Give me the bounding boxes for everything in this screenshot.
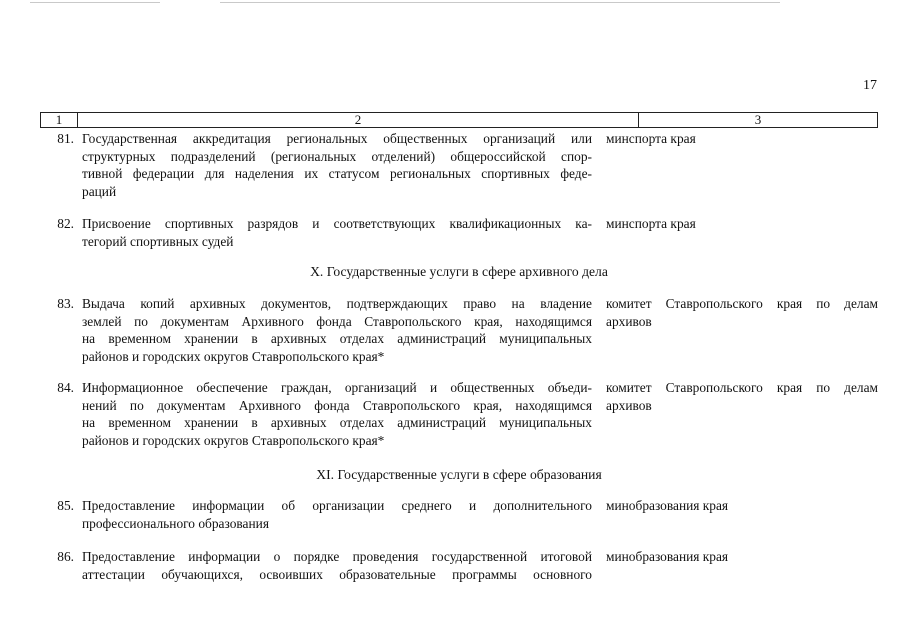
agency-line: комитет Ставропольского края по делам <box>606 296 878 311</box>
description-line: профессионального образования <box>82 515 269 531</box>
agency-line: минобразования края <box>606 498 729 513</box>
row-number: 81. <box>57 131 74 146</box>
row-description <box>82 295 592 365</box>
header-col-1: 1 <box>41 113 78 127</box>
row-agency <box>606 379 878 414</box>
description-line: Предоставление информации об организации среднего и дополнительного <box>82 498 592 513</box>
row-number: 85. <box>57 498 74 513</box>
description-line: тивной федерации для наделения их статусом региональных спортивных феде- <box>82 166 592 181</box>
description-line: Государственная аккредитация региональных общественных организаций или <box>82 131 592 146</box>
row-agency <box>606 130 878 148</box>
section-title-archives: X. Государственные услуги в сфере архивного дела <box>310 264 608 279</box>
description-line: районов и городских округов Ставропольского края* <box>82 348 385 364</box>
row-number: 83. <box>57 296 74 311</box>
row-agency <box>606 295 878 330</box>
row-description <box>82 215 592 250</box>
description-line: тегорий спортивных судей <box>82 233 234 249</box>
row-agency <box>606 215 878 233</box>
agency-line: комитет Ставропольского края по делам <box>606 380 878 395</box>
row-agency <box>606 548 878 566</box>
description-line: Информационное обеспечение граждан, организаций и общественных объеди- <box>82 380 592 395</box>
description-line: Предоставление информации о порядке проведения государственной итоговой <box>82 549 592 564</box>
scan-artifact-line <box>30 2 160 3</box>
agency-line: архивов <box>606 397 652 413</box>
row-number: 82. <box>57 216 74 231</box>
description-line: землей по документам Архивного фонда Ставропольского края, находящимся <box>82 313 592 329</box>
agency-line: минспорта края <box>606 216 696 231</box>
row-number: 84. <box>57 380 74 395</box>
description-line: раций <box>82 183 117 199</box>
row-description <box>82 379 592 449</box>
description-line: Выдача копий архивных документов, подтверждающих право на владение <box>82 296 592 311</box>
agency-line: архивов <box>606 313 652 329</box>
description-line: районов и городских округов Ставропольского края* <box>82 432 385 448</box>
description-line: структурных подразделений (региональных отделений) общероссийской спор- <box>82 148 592 164</box>
description-line: на временном хранении в архивных отделах администраций муниципальных <box>82 415 592 430</box>
table-header-row <box>40 112 878 128</box>
agency-line: минобразования края <box>606 549 729 564</box>
row-description <box>82 130 592 200</box>
row-agency <box>606 497 878 515</box>
row-description <box>82 548 592 583</box>
agency-line: минспорта края <box>606 131 696 146</box>
description-line: нений по документам Архивного фонда Ставропольского края, находящимся <box>82 397 592 413</box>
row-description <box>82 497 592 532</box>
header-col-3: 3 <box>754 112 762 127</box>
description-line: Присвоение спортивных разрядов и соответствующих квалификационных ка- <box>82 216 592 231</box>
description-line: на временном хранении в архивных отделах администраций муниципальных <box>82 331 592 346</box>
header-col-2: 2 <box>78 113 639 127</box>
section-title-education: XI. Государственные услуги в сфере образования <box>316 467 602 482</box>
page-number: 17 <box>863 78 877 93</box>
description-line: аттестации обучающихся, освоивших образовательные программы основного <box>82 566 592 582</box>
scan-artifact-line <box>220 2 780 3</box>
row-number: 86. <box>57 549 74 564</box>
